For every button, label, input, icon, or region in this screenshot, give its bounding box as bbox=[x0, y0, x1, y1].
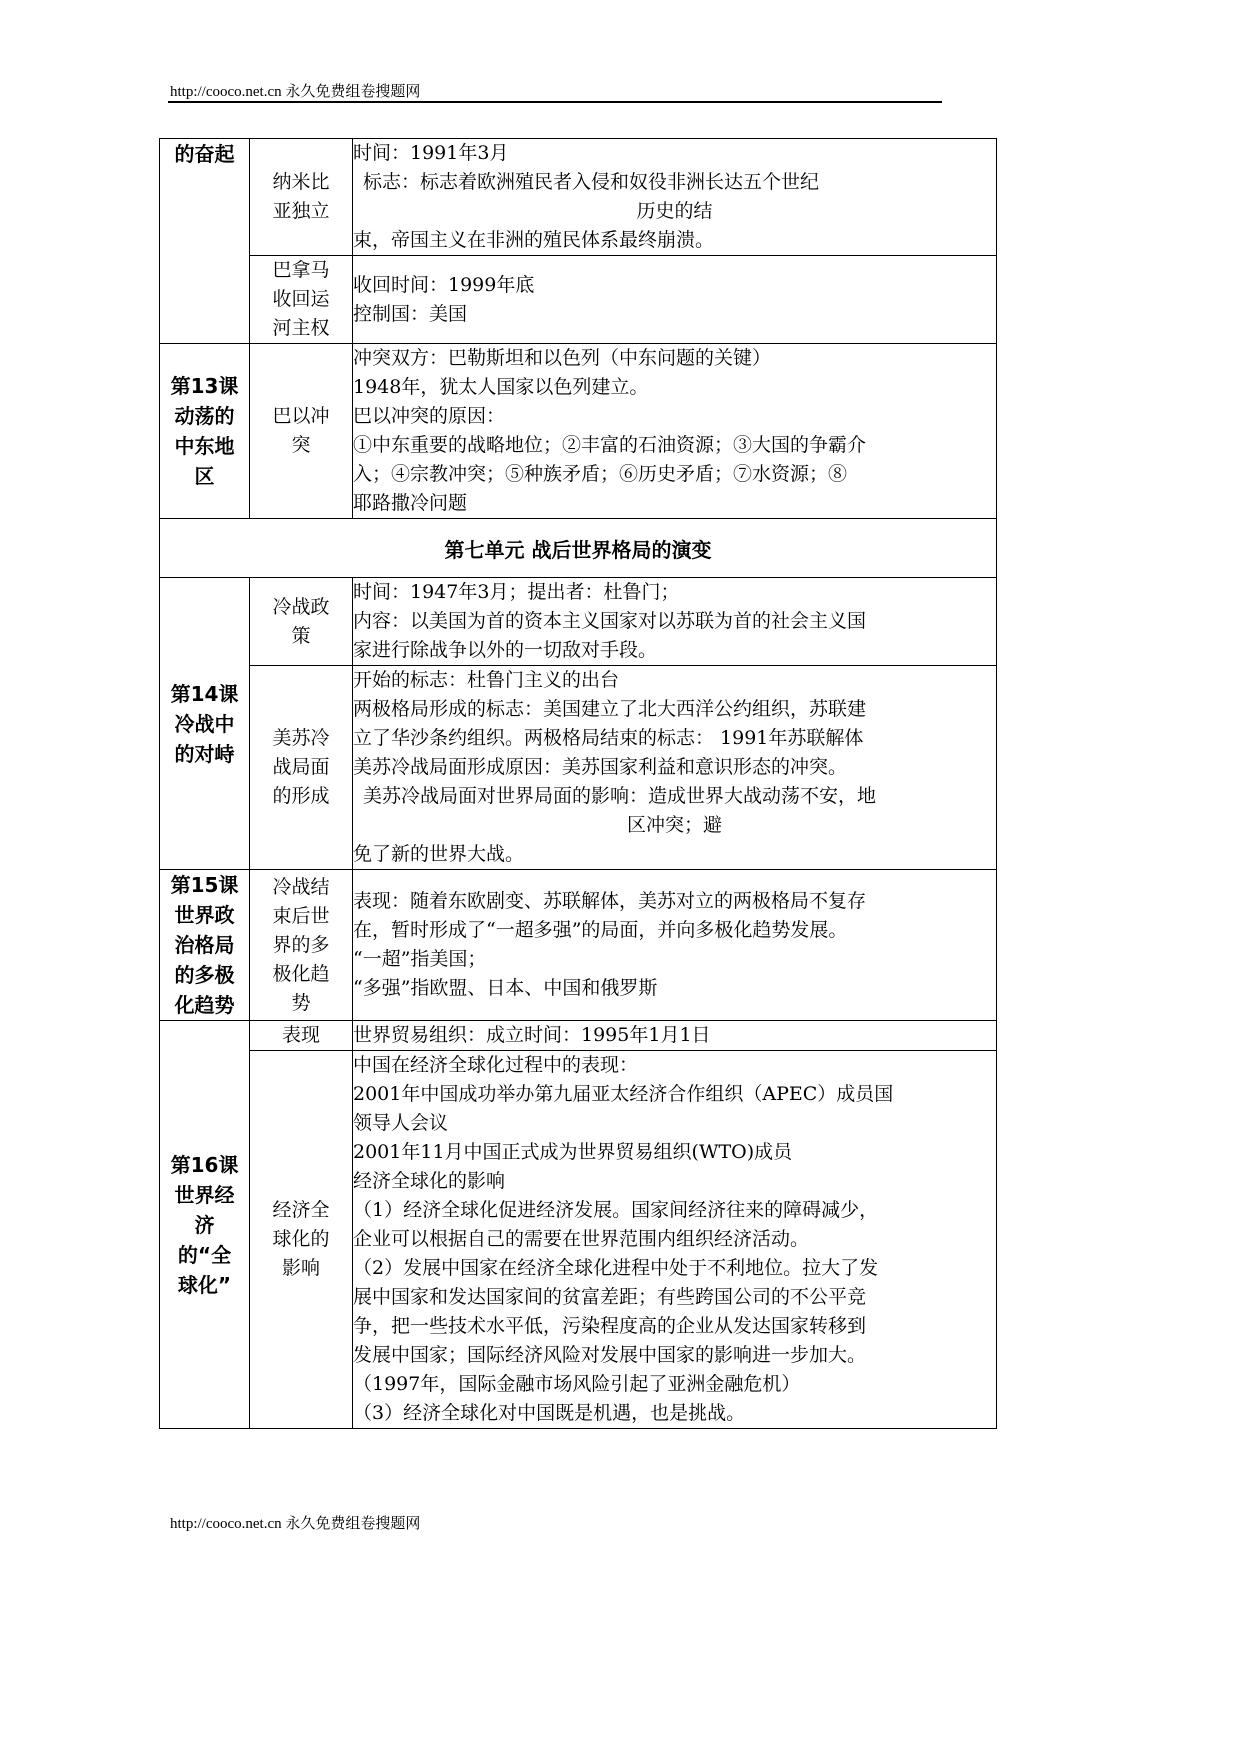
page-footer-source: http://cooco.net.cn 永久免费组卷搜题网 bbox=[170, 1516, 421, 1532]
unit-heading: 第七单元 战后世界格局的演变 bbox=[160, 519, 997, 578]
content-cell bbox=[353, 870, 997, 1021]
content-cell bbox=[353, 578, 997, 666]
topic-cell: 冷战政策 bbox=[250, 578, 353, 666]
content-line: 束，帝国主义在非洲的殖民体系最终崩溃。 bbox=[353, 229, 715, 251]
content-cell bbox=[353, 1051, 997, 1429]
header-rule bbox=[168, 101, 942, 103]
content-line: 入；④宗教冲突；⑤种族矛盾；⑥历史矛盾；⑦水资源；⑧ bbox=[353, 463, 848, 485]
content-cell bbox=[353, 344, 997, 519]
content-line: 标志：标志着欧洲殖民者入侵和奴役非洲长达五个世纪 bbox=[363, 171, 820, 193]
content-cell bbox=[353, 256, 997, 344]
topic-cell: 巴拿马收回运河主权 bbox=[250, 256, 353, 344]
content-line: 巴以冲突的原因： bbox=[353, 405, 506, 427]
content-line: 2001年中国成功举办第九届亚太经济合作组织（APEC）成员国 bbox=[353, 1083, 894, 1105]
content-cell bbox=[353, 1021, 997, 1051]
content-line: ①中东重要的战略地位；②丰富的石油资源；③大国的争霸介 bbox=[353, 434, 867, 456]
content-line: 立了华沙条约组织。两极格局结束的标志： 1991年苏联解体 bbox=[353, 727, 864, 749]
content-line: （1997年，国际金融市场风险引起了亚洲金融危机） bbox=[353, 1373, 801, 1395]
lesson-cell: 第16课世界经济的“全球化” bbox=[160, 1021, 250, 1429]
content-line: （3）经济全球化对中国既是机遇，也是挑战。 bbox=[353, 1402, 746, 1424]
content-line: 内容：以美国为首的资本主义国家对以苏联为首的社会主义国 bbox=[353, 610, 867, 632]
content-line: 展中国家和发达国家间的贫富差距；有些跨国公司的不公平竞 bbox=[353, 1286, 867, 1308]
content-line: 控制国：美国 bbox=[353, 302, 468, 325]
topic-cell: 巴以冲突 bbox=[250, 344, 353, 519]
content-line: 发展中国家；国际经济风险对发展中国家的影响进一步加大。 bbox=[353, 1344, 867, 1366]
table-row bbox=[160, 666, 997, 870]
topic-cell: 冷战结束后世界的多极化趋势 bbox=[250, 870, 353, 1021]
table-row bbox=[160, 519, 997, 578]
lesson-cell: 第14课冷战中的对峙 bbox=[160, 578, 250, 870]
content-line: 免了新的世界大战。 bbox=[353, 843, 525, 865]
table-row bbox=[160, 578, 997, 666]
content-line: 企业可以根据自己的需要在世界范围内组织经济活动。 bbox=[353, 1228, 810, 1250]
content-line: 时间：1947年3月；提出者：杜鲁门； bbox=[353, 581, 680, 603]
content-line: 争，把一些技术水平低，污染程度高的企业从发达国家转移到 bbox=[353, 1315, 867, 1337]
content-cell bbox=[353, 139, 997, 256]
topic-cell: 美苏冷战局面的形成 bbox=[250, 666, 353, 870]
topic-cell: 纳米比亚独立 bbox=[250, 139, 353, 256]
content-cell bbox=[353, 666, 997, 870]
table-row bbox=[160, 139, 997, 256]
content-line: 2001年11月中国正式成为世界贸易组织(WTO)成员 bbox=[353, 1141, 793, 1163]
topic-cell: 经济全球化的影响 bbox=[250, 1051, 353, 1429]
content-line: “多强”指欧盟、日本、中国和俄罗斯 bbox=[353, 977, 658, 999]
page-header-source: http://cooco.net.cn 永久免费组卷搜题网 bbox=[170, 84, 421, 100]
content-line: 家进行除战争以外的一切敌对手段。 bbox=[353, 639, 658, 661]
content-line: 冲突双方：巴勒斯坦和以色列（中东问题的关键） bbox=[353, 347, 772, 369]
lesson-cell: 第15课世界政治格局的多极化趋势 bbox=[160, 870, 250, 1021]
content-line: 美苏冷战局面对世界局面的影响：造成世界大战动荡不安，地 bbox=[363, 785, 877, 807]
history-notes-table bbox=[159, 138, 997, 1429]
content-line: 区冲突；避 bbox=[626, 814, 722, 836]
content-line: 表现：随着东欧剧变、苏联解体，美苏对立的两极格局不复存 bbox=[353, 890, 867, 912]
table-row bbox=[160, 870, 997, 1021]
content-line: 耶路撒冷问题 bbox=[353, 492, 468, 514]
topic-cell: 表现 bbox=[250, 1021, 353, 1051]
table-row bbox=[160, 344, 997, 519]
content-line: 历史的结 bbox=[636, 200, 713, 222]
content-line: 开始的标志：杜鲁门主义的出台 bbox=[353, 669, 620, 691]
content-line: 1948年，犹太人国家以色列建立。 bbox=[353, 376, 649, 398]
content-line: （1）经济全球化促进经济发展。国家间经济往来的障碍减少， bbox=[353, 1199, 879, 1221]
table-row bbox=[160, 1051, 997, 1429]
content-line: 时间：1991年3月 bbox=[353, 142, 509, 164]
content-line: “一超”指美国； bbox=[353, 948, 487, 970]
content-line: （2）发展中国家在经济全球化进程中处于不利地位。拉大了发 bbox=[353, 1257, 879, 1279]
table-row bbox=[160, 1021, 997, 1051]
content-line: 两极格局形成的标志：美国建立了北大西洋公约组织，苏联建 bbox=[353, 698, 867, 720]
content-line: 收回时间：1999年底 bbox=[353, 273, 535, 296]
content-line: 美苏冷战局面形成原因：美苏国家利益和意识形态的冲突。 bbox=[353, 756, 848, 778]
content-line: 在，暂时形成了“一超多强”的局面，并向多极化趋势发展。 bbox=[353, 919, 848, 941]
content-line: 中国在经济全球化过程中的表现： bbox=[353, 1054, 639, 1076]
lesson-cell: 的奋起 bbox=[160, 139, 250, 344]
table-row bbox=[160, 256, 997, 344]
content-line: 世界贸易组织：成立时间：1995年1月1日 bbox=[353, 1024, 711, 1046]
lesson-cell: 第13课动荡的中东地区 bbox=[160, 344, 250, 519]
content-line: 领导人会议 bbox=[353, 1112, 449, 1134]
content-line: 经济全球化的影响 bbox=[353, 1170, 506, 1192]
